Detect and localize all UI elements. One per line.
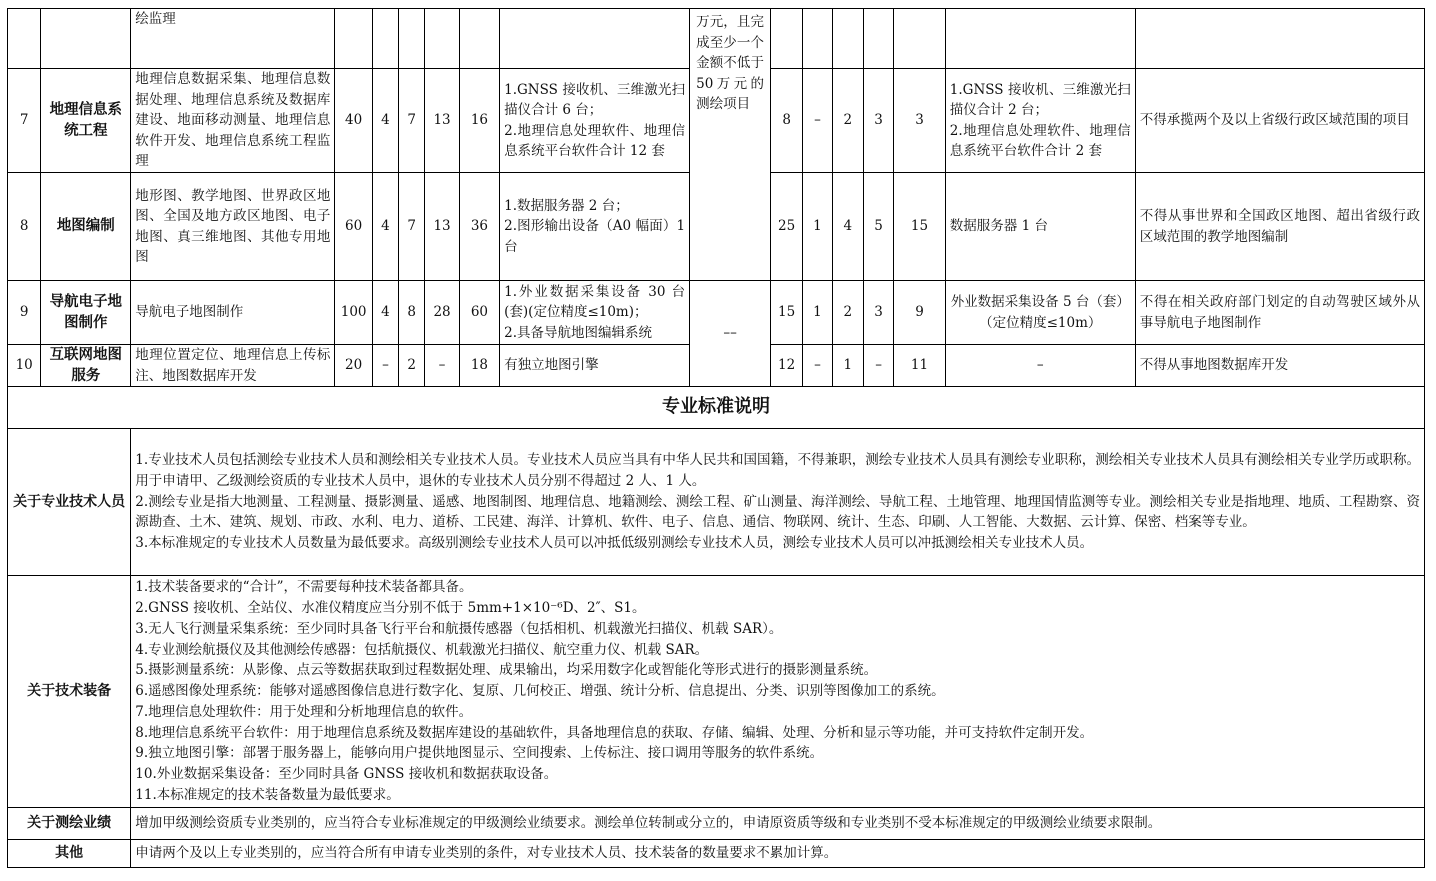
notes-row (8, 840, 1425, 868)
grade-b-related: 9 (894, 281, 946, 345)
standards-table (7, 8, 1425, 868)
grade-b-junior: 5 (863, 173, 893, 281)
grade-b-equipment: – (945, 345, 1135, 387)
note-item: 11.本标准规定的技术装备数量为最低要求。 (135, 787, 400, 804)
cell (945, 9, 1135, 69)
equipment-line: 2.地理信息处理软件、地理信息系统平台软件合计 12 套 (504, 122, 686, 159)
cell (770, 9, 802, 69)
limit-cell: 不得从事世界和全国政区地图、超出省级行政区域范围的教学地图编制 (1135, 173, 1424, 281)
cell (372, 9, 398, 69)
grade-b-equipment: 数据服务器 1 台 (945, 173, 1135, 281)
performance-merged-cell: 万元，且完成至少一个金额不低于50万元的测绘项目 (690, 9, 771, 281)
grade-b-total: 15 (770, 281, 802, 345)
grade-b-senior: – (803, 345, 832, 387)
grade-a-equipment (500, 173, 690, 281)
grade-a-senior: 4 (372, 69, 398, 173)
other-notes: 申请两个及以上专业类别的，应当符合所有申请专业类别的条件，对专业技术人员、技术装备的数量要求不累加计算。 (131, 840, 1425, 868)
limit-cell: 不得承揽两个及以上省级行政区域范围的项目 (1135, 69, 1424, 173)
grade-b-related: 11 (894, 345, 946, 387)
scope-cell: 地理信息数据采集、地理信息数据处理、地理信息系统及数据库建设、地面移动测量、地理信息软件开发、地理信息系统工程监理 (131, 69, 335, 173)
equipment-line: 1.数据服务器 2 台； (504, 197, 629, 214)
no-cell (8, 9, 41, 69)
note-item: 2.GNSS 接收机、全站仪、水准仪精度应当分别不低于 5mm+1×10⁻⁶D、2″、S1。 (135, 599, 646, 616)
grade-b-equipment (945, 69, 1135, 173)
note-item: 4.专业测绘航摄仪及其他测绘传感器：包括航摄仪、机载激光扫描仪、航空重力仪、机载 SAR。 (135, 641, 709, 658)
equipment-line: 1.外业数据采集设备 30 台(套)(定位精度≤10m)； (504, 283, 686, 321)
grade-a-related: 36 (459, 173, 499, 281)
equipment-line: 1.GNSS 接收机、三维激光扫描仪合计 2 台； (949, 81, 1131, 118)
notes-title-row (8, 387, 1425, 429)
cell (500, 9, 690, 69)
grade-a-senior: 4 (372, 173, 398, 281)
grade-a-related: 60 (459, 281, 499, 345)
equipment-line: 2.具备导航地图编辑系统 (504, 324, 653, 341)
note-item: 1.技术装备要求的“合计”，不需要每种技术装备都具备。 (135, 579, 473, 596)
cell (832, 9, 863, 69)
grade-b-mid: 2 (832, 69, 863, 173)
equipment-line: 2.图形输出设备（A0 幅面）1 台 (504, 218, 686, 255)
cell (425, 9, 459, 69)
cell (803, 9, 832, 69)
cell (863, 9, 893, 69)
grade-a-total: 40 (335, 69, 372, 173)
name-cell: 互联网地图服务 (41, 345, 131, 387)
scope-cell: 地形图、教学地图、世界政区地图、全国及地方政区地图、电子地图、真三维地图、其他专用地图 (131, 173, 335, 281)
limit-cell: 不得从事地图数据库开发 (1135, 345, 1424, 387)
grade-a-junior: 28 (425, 281, 459, 345)
other-label: 其他 (8, 840, 131, 868)
grade-b-total: 8 (770, 69, 802, 173)
grade-b-related: 3 (894, 69, 946, 173)
limit-cell: 不得在相关政府部门划定的自动驾驶区域外从事导航电子地图制作 (1135, 281, 1424, 345)
grade-b-mid: 1 (832, 345, 863, 387)
no-cell: 10 (8, 345, 41, 387)
grade-a-equipment: 有独立地图引擎 (500, 345, 690, 387)
note-item: 3.无人飞行测量采集系统：至少同时具备飞行平台和航摄传感器（包括相机、机载激光扫描仪、机载 SAR）。 (135, 620, 783, 637)
equipment-line: 1.GNSS 接收机、三维激光扫描仪合计 6 台； (504, 81, 686, 118)
note-item: 5.摄影测量系统：从影像、点云等数据获取到过程数据处理、成果输出，均采用数字化或智能化等形式进行的摄影测量系统。 (135, 662, 878, 679)
personnel-label: 关于专业技术人员 (8, 429, 131, 576)
cell (459, 9, 499, 69)
grade-b-mid: 2 (832, 281, 863, 345)
grade-a-related: 18 (459, 345, 499, 387)
grade-a-mid: 7 (399, 173, 425, 281)
grade-a-junior: 13 (425, 173, 459, 281)
notes-title: 专业标准说明 (8, 387, 1425, 429)
note-item: 8.地理信息系统平台软件：用于地理信息系统及数据库建设的基础软件，具备地理信息的获取、存储、编辑、处理、分析和显示等功能，并可支持软件定制开发。 (135, 724, 1094, 741)
grade-b-equipment: 外业数据采集设备 5 台（套）（定位精度≤10m） (945, 281, 1135, 345)
cell (1135, 9, 1424, 69)
table-row (8, 281, 1425, 345)
note-item: 3.本标准规定的专业技术人员数量为最低要求。高级别测绘专业技术人员可以冲抵低级别测绘专业技术人员，测绘专业技术人员可以冲抵测绘相关专业技术人员。 (135, 535, 1094, 552)
notes-row (8, 576, 1425, 808)
name-cell: 地理信息系统工程 (41, 69, 131, 173)
grade-a-mid: 8 (399, 281, 425, 345)
table-row (8, 9, 1425, 69)
performance-label: 关于测绘业绩 (8, 808, 131, 840)
name-cell: 地图编制 (41, 173, 131, 281)
grade-a-senior: – (372, 345, 398, 387)
grade-a-total: 20 (335, 345, 372, 387)
grade-a-junior: – (425, 345, 459, 387)
grade-a-junior: 13 (425, 69, 459, 173)
equipment-label: 关于技术装备 (8, 576, 131, 808)
grade-a-senior: 4 (372, 281, 398, 345)
cell (335, 9, 372, 69)
equipment-line: 2.地理信息处理软件、地理信息系统平台软件合计 2 套 (949, 122, 1131, 159)
no-cell: 9 (8, 281, 41, 345)
name-cell (41, 9, 131, 69)
grade-b-total: 25 (770, 173, 802, 281)
grade-b-junior: – (863, 345, 893, 387)
grade-b-related: 15 (894, 173, 946, 281)
note-item: 1.专业技术人员包括测绘专业技术人员和测绘相关专业技术人员。专业技术人员应当具有中华人民共和国国籍，不得兼职，测绘专业技术人员具有测绘专业职称，测绘相关专业技术人员具有测绘相关专业学历或职称。用于申请甲、乙级测绘资质的专业技术人员中，退休的专业技术人员分别不得超过 2 人、1 人。 (135, 452, 1420, 489)
grade-a-related: 16 (459, 69, 499, 173)
note-item: 10.外业数据采集设备：至少同时具备 GNSS 接收机和数据获取设备。 (135, 766, 558, 783)
grade-a-mid: 2 (399, 345, 425, 387)
cell (894, 9, 946, 69)
note-item: 2.测绘专业是指大地测量、工程测量、摄影测量、遥感、地图制图、地理信息、地籍测绘、测绘工程、矿山测量、海洋测绘、导航工程、土地管理、地理国情监测等专业。测绘相关专业是指地理、地质、工程勘察、资源勘查、土木、建筑、规划、市政、水利、电力、道桥、工民建、海洋、计算机、软件、电子、信息、通信、物联网、统计、生态、印刷、人工智能、大数据、云计算、保密、档案等专业。 (135, 493, 1420, 531)
notes-row (8, 808, 1425, 840)
grade-a-total: 60 (335, 173, 372, 281)
grade-b-junior: 3 (863, 281, 893, 345)
notes-row (8, 429, 1425, 576)
grade-a-equipment (500, 281, 690, 345)
grade-b-mid: 4 (832, 173, 863, 281)
scope-cell: 导航电子地图制作 (131, 281, 335, 345)
grade-b-senior: – (803, 69, 832, 173)
grade-b-senior: 1 (803, 281, 832, 345)
grade-b-junior: 3 (863, 69, 893, 173)
note-item: 9.独立地图引擎：部署于服务器上，能够向用户提供地图显示、空间搜索、上传标注、接口调用等服务的软件系统。 (135, 745, 824, 762)
no-cell: 7 (8, 69, 41, 173)
personnel-notes (131, 429, 1425, 576)
grade-a-total: 100 (335, 281, 372, 345)
note-item: 6.遥感图像处理系统：能够对遥感图像信息进行数字化、复原、几何校正、增强、统计分析、信息提出、分类、识别等图像加工的系统。 (135, 683, 945, 700)
note-item: 7.地理信息处理软件：用于处理和分析地理信息的软件。 (135, 703, 473, 720)
scope-cell: 绘监理 (131, 9, 335, 69)
grade-b-senior: 1 (803, 173, 832, 281)
no-cell: 8 (8, 173, 41, 281)
grade-a-equipment (500, 69, 690, 173)
standards-document (7, 8, 1425, 868)
cell (399, 9, 425, 69)
grade-b-performance-cell: –– (690, 281, 771, 387)
name-cell: 导航电子地图制作 (41, 281, 131, 345)
grade-b-total: 12 (770, 345, 802, 387)
performance-notes: 增加甲级测绘资质专业类别的，应当符合专业标准规定的甲级测绘业绩要求。测绘单位转制或分立的，申请原资质等级和专业类别不受本标准规定的甲级测绘业绩要求限制。 (131, 808, 1425, 840)
scope-cell: 地理位置定位、地理信息上传标注、地图数据库开发 (131, 345, 335, 387)
grade-a-mid: 7 (399, 69, 425, 173)
equipment-notes (131, 576, 1425, 808)
